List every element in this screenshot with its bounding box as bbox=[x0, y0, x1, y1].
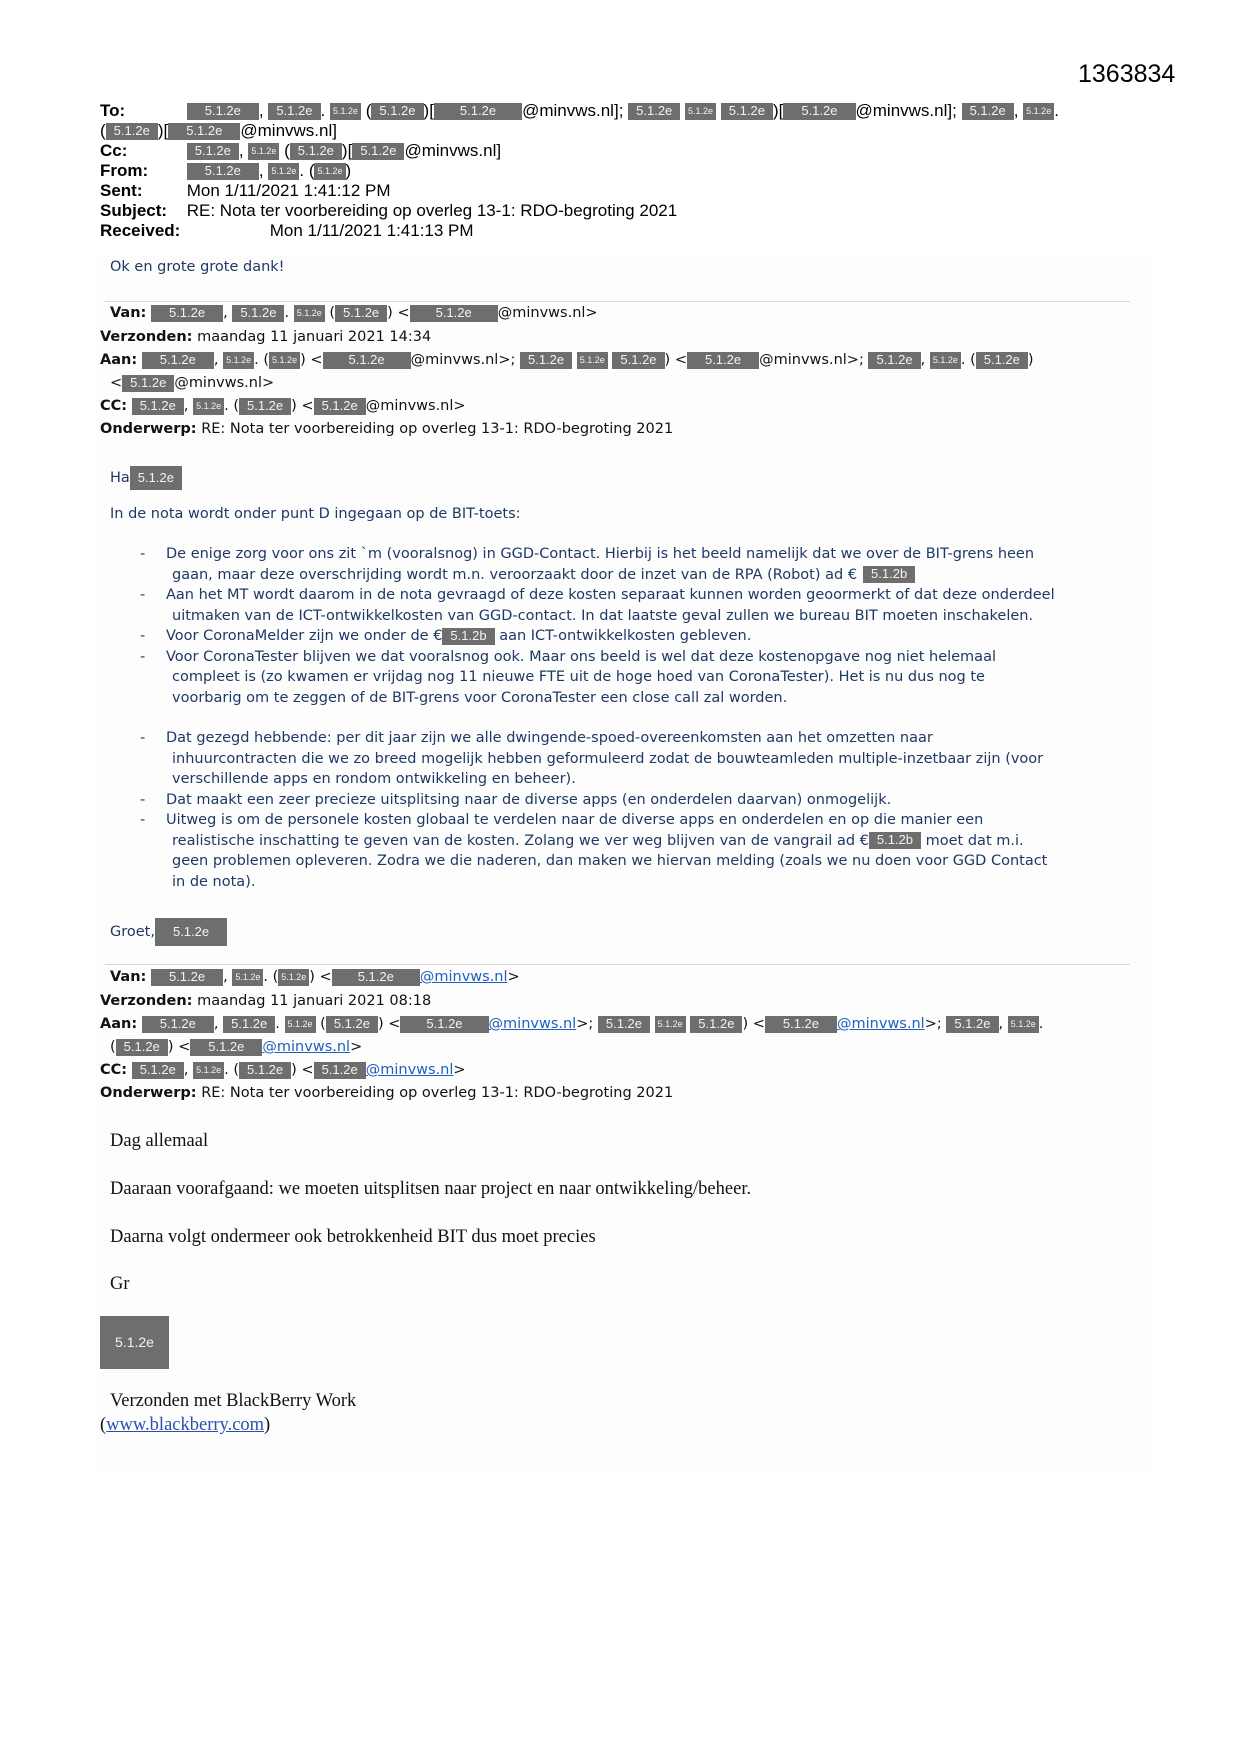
subject-value: RE: Nota ter voorbereiding op overleg 13-1: RDO-begroting 2021 bbox=[186, 201, 678, 220]
cc-label: Cc: bbox=[100, 141, 128, 160]
redaction: 5.1.2e bbox=[122, 375, 174, 392]
msg1-cc: CC: 5.1.2e , 5.1.2e . ( 5.1.2e ) < 5.1.2e @minvws.nl> bbox=[100, 397, 466, 414]
redaction: 5.1.2e bbox=[765, 1016, 837, 1033]
msg2-aan: Aan: 5.1.2e , 5.1.2e . 5.1.2e ( 5.1.2e ) < 5.1.2e @minvws.nl>; 5.1.2e 5.1.2e 5.1.2e ) < 5.1.2e @minvws.nl>; 5.1.2e , 5.1.2e . bbox=[100, 1015, 1044, 1032]
redaction: 5.1.2e bbox=[685, 103, 716, 120]
list-item: - Voor CoronaMelder zijn we onder de € 5.1.2b aan ICT-ontwikkelkosten gebleven. bbox=[140, 626, 1140, 647]
msg1-onderwerp: Onderwerp: RE: Nota ter voorbereiding op overleg 13-1: RDO-begroting 2021 bbox=[100, 421, 674, 437]
redaction: 5.1.2e bbox=[371, 103, 423, 120]
msg2-verzonden: Verzonden: maandag 11 januari 2021 08:18 bbox=[100, 993, 432, 1009]
redaction: 5.1.2e bbox=[332, 969, 420, 986]
redaction: 5.1.2e bbox=[690, 1016, 742, 1033]
redaction: 5.1.2e bbox=[721, 103, 773, 120]
document-number: 1363834 bbox=[1078, 60, 1176, 88]
redaction: 5.1.2e bbox=[168, 123, 240, 140]
msg1-aan: Aan: 5.1.2e , 5.1.2e . ( 5.1.2e ) < 5.1.2e @minvws.nl>; 5.1.2e 5.1.2e 5.1.2e ) < 5.1.2e @minvws.nl>; 5.1.2e , 5.1.2e . ( 5.1.2e ) bbox=[100, 351, 1034, 368]
redaction: 5.1.2e bbox=[314, 163, 345, 180]
list-item: - Aan het MT wordt daarom in de nota gevraagd of deze kosten separaat kunnen worden geoormerkt of dat deze onderdeel uitmaken van de ICT-ontwikkelkosten van GGD-contact. In dat laatste geval zullen we bureau BIT moeten inschakelen. bbox=[140, 585, 1140, 626]
redaction: 5.1.2e bbox=[285, 1016, 316, 1033]
redaction: 5.1.2e bbox=[326, 1016, 378, 1033]
redaction: 5.1.2e bbox=[294, 305, 325, 322]
msg2-onderwerp: Onderwerp: RE: Nota ter voorbereiding op overleg 13-1: RDO-begroting 2021 bbox=[100, 1085, 674, 1101]
blackberry-signature: Verzonden met BlackBerry Work bbox=[110, 1391, 357, 1411]
msg1-aan-2: < 5.1.2e @minvws.nl> bbox=[110, 374, 275, 391]
from-label: From: bbox=[100, 161, 149, 180]
msg1-closing: Groet, 5.1.2e bbox=[110, 918, 227, 946]
redaction: 5.1.2e bbox=[434, 103, 522, 120]
redaction: 5.1.2e bbox=[352, 143, 404, 160]
redaction: 5.1.2e bbox=[577, 352, 608, 369]
redaction: 5.1.2e bbox=[187, 143, 239, 160]
list-item: - De enige zorg voor ons zit `m (vooralsnog) in GGD-Contact. Hierbij is het beeld namelijk dat we over de BIT-grens heen gaan, maar deze overschrijding wordt m.n. veroorzaakt door de inzet van de RPA (Robot) ad € 5.1.2b bbox=[140, 544, 1140, 585]
blackberry-link-line: (www.blackberry.com) bbox=[100, 1415, 271, 1435]
redaction: 5.1.2e bbox=[193, 398, 224, 415]
redaction: 5.1.2e bbox=[598, 1016, 650, 1033]
msg2-line: Dag allemaal bbox=[110, 1131, 209, 1151]
redaction: 5.1.2e bbox=[962, 103, 1014, 120]
email-link[interactable]: @minvws.nl bbox=[837, 1016, 925, 1032]
redaction: 5.1.2e bbox=[930, 352, 961, 369]
email-link[interactable]: @minvws.nl bbox=[262, 1039, 351, 1055]
redaction: 5.1.2e bbox=[151, 305, 223, 322]
redaction: 5.1.2e bbox=[106, 123, 158, 140]
to-line-2: ( 5.1.2e )[ 5.1.2e @minvws.nl] bbox=[100, 121, 337, 140]
msg2-aan-2: ( 5.1.2e ) < 5.1.2e @minvws.nl> bbox=[110, 1038, 363, 1055]
list-item: - Dat maakt een zeer precieze uitsplitsing naar de diverse apps (en onderdelen daarvan) onmogelijk. bbox=[140, 790, 1140, 811]
redaction: 5.1.2e bbox=[520, 352, 572, 369]
redaction: 5.1.2e bbox=[132, 398, 184, 415]
redaction: 5.1.2e bbox=[232, 305, 284, 322]
msg1-bullets bbox=[140, 544, 1140, 892]
redaction: 5.1.2e bbox=[269, 352, 300, 369]
redaction: 5.1.2e bbox=[783, 103, 855, 120]
redaction: 5.1.2e bbox=[193, 1062, 224, 1079]
redaction: 5.1.2e bbox=[335, 305, 387, 322]
email-link[interactable]: @minvws.nl bbox=[365, 1062, 454, 1078]
redaction: 5.1.2e bbox=[239, 398, 291, 415]
signature-redaction: 5.1.2e bbox=[100, 1316, 169, 1369]
redaction: 5.1.2e bbox=[314, 1062, 366, 1079]
redaction: 5.1.2e bbox=[976, 352, 1028, 369]
msg2-cc: CC: 5.1.2e , 5.1.2e . ( 5.1.2e ) < 5.1.2e @minvws.nl> bbox=[100, 1061, 466, 1078]
email-link[interactable]: @minvws.nl bbox=[419, 969, 508, 985]
sent-value: Mon 1/11/2021 1:41:12 PM bbox=[186, 181, 391, 200]
from-line: From: 5.1.2e , 5.1.2e . ( 5.1.2e ) bbox=[100, 161, 352, 180]
msg1-van: Van: 5.1.2e , 5.1.2e . 5.1.2e ( 5.1.2e ) < 5.1.2e @minvws.nl> bbox=[110, 304, 598, 321]
msg1-intro: In de nota wordt onder punt D ingegaan op de BIT-toets: bbox=[110, 506, 521, 522]
redaction: 5.1.2e bbox=[232, 969, 263, 986]
msg1-greeting: Ha 5.1.2e bbox=[110, 466, 182, 490]
subject-label: Subject: bbox=[100, 201, 168, 220]
separator bbox=[105, 301, 1130, 302]
redaction: 5.1.2e bbox=[142, 1016, 214, 1033]
redaction: 5.1.2e bbox=[868, 352, 920, 369]
redaction: 5.1.2e bbox=[612, 352, 664, 369]
redaction: 5.1.2e bbox=[946, 1016, 998, 1033]
redaction: 5.1.2e bbox=[323, 352, 411, 369]
redaction: 5.1.2e bbox=[687, 352, 759, 369]
redaction: 5.1.2e bbox=[410, 305, 498, 322]
msg1-verzonden: Verzonden: maandag 11 januari 2021 14:34 bbox=[100, 329, 432, 345]
list-item: - Uitweg is om de personele kosten globaal te verdelen naar de diverse apps en onderdelen en op die manier een realistische inschatting te geven van de kosten. Zolang we ver weg blijven van de vangrail ad € 5.1.2b moet dat m.i. geen problemen opleveren. Zodra we die naderen, dan maken we hiervan melding (zoals we nu doen voor GGD Contact in de nota). bbox=[140, 810, 1140, 892]
redaction: 5.1.2e bbox=[142, 352, 214, 369]
redaction: 5.1.2e bbox=[132, 1062, 184, 1079]
redaction: 5.1.2e bbox=[116, 1039, 168, 1056]
redaction: 5.1.2e bbox=[239, 1062, 291, 1079]
list-item: - Dat gezegd hebbende: per dit jaar zijn we alle dwingende-spoed-overeenkomsten aan het omzetten naar inhuurcontracten die we zo breed mogelijk hebben geformuleerd zodat de bouwteamleden multiple-inzetbaar zijn (voor verschillende apps en rondom ontwikkeling en beheer). bbox=[140, 728, 1140, 790]
redaction: 5.1.2e bbox=[190, 1039, 262, 1056]
cc-line: Cc: 5.1.2e , 5.1.2e ( 5.1.2e )[ 5.1.2e @minvws.nl] bbox=[100, 141, 502, 160]
redaction: 5.1.2e bbox=[187, 103, 259, 120]
redaction: 5.1.2e bbox=[628, 103, 680, 120]
redaction: 5.1.2e bbox=[223, 1016, 275, 1033]
msg2-line: Gr bbox=[110, 1274, 130, 1294]
redaction: 5.1.2e bbox=[290, 143, 342, 160]
redaction: 5.1.2e bbox=[268, 103, 320, 120]
redaction: 5.1.2e bbox=[1023, 103, 1054, 120]
redaction: 5.1.2e bbox=[655, 1016, 686, 1033]
redaction: 5.1.2e bbox=[268, 163, 299, 180]
subject-line bbox=[100, 201, 677, 221]
redaction: 5.1.2e bbox=[130, 466, 182, 490]
received-line bbox=[100, 221, 474, 241]
sent-label: Sent: bbox=[100, 181, 143, 200]
redaction: 5.1.2e bbox=[314, 398, 366, 415]
reply-text: Ok en grote grote dank! bbox=[110, 259, 285, 275]
separator bbox=[105, 964, 1130, 965]
redaction: 5.1.2e bbox=[278, 969, 309, 986]
redaction: 5.1.2e bbox=[330, 103, 361, 120]
redaction: 5.1.2e bbox=[151, 969, 223, 986]
msg2-line: Daaraan voorafgaand: we moeten uitsplitsen naar project en naar ontwikkeling/beheer. bbox=[110, 1179, 752, 1199]
to-line: To: 5.1.2e , 5.1.2e . 5.1.2e ( 5.1.2e )[ 5.1.2e @minvws.nl]; 5.1.2e 5.1.2e 5.1.2e )[ 5.1.2e @minvws.nl]; 5.1.2e , 5.1.2e . bbox=[100, 101, 1059, 120]
received-label: Received: bbox=[100, 221, 181, 240]
msg2-van: Van: 5.1.2e , 5.1.2e . ( 5.1.2e ) < 5.1.2e @minvws.nl> bbox=[110, 968, 520, 985]
redaction: 5.1.2e bbox=[1008, 1016, 1039, 1033]
redaction: 5.1.2e bbox=[155, 918, 227, 946]
list-item: - Voor CoronaTester blijven we dat vooralsnog ook. Maar ons beeld is wel dat deze kostenopgave nog niet helemaal compleet is (zo kwamen er vrijdag nog 11 nieuwe FTE uit de hoge hoed van CoronaTester). Het is nu dus nog te voorbarig om te zeggen of de BIT-grens voor CoronaTester een close call zal worden. bbox=[140, 647, 1140, 709]
redaction: 5.1.2e bbox=[248, 143, 279, 160]
redaction: 5.1.2e bbox=[400, 1016, 488, 1033]
sent-line bbox=[100, 181, 391, 201]
received-value: Mon 1/11/2021 1:41:13 PM bbox=[269, 221, 474, 240]
msg2-line: Daarna volgt ondermeer ook betrokkenheid BIT dus moet precies bbox=[110, 1227, 596, 1247]
email-link[interactable]: @minvws.nl bbox=[488, 1016, 577, 1032]
to-label: To: bbox=[100, 101, 126, 120]
blackberry-link[interactable]: www.blackberry.com bbox=[106, 1415, 265, 1435]
redaction: 5.1.2e bbox=[223, 352, 254, 369]
redaction: 5.1.2e bbox=[187, 163, 259, 180]
